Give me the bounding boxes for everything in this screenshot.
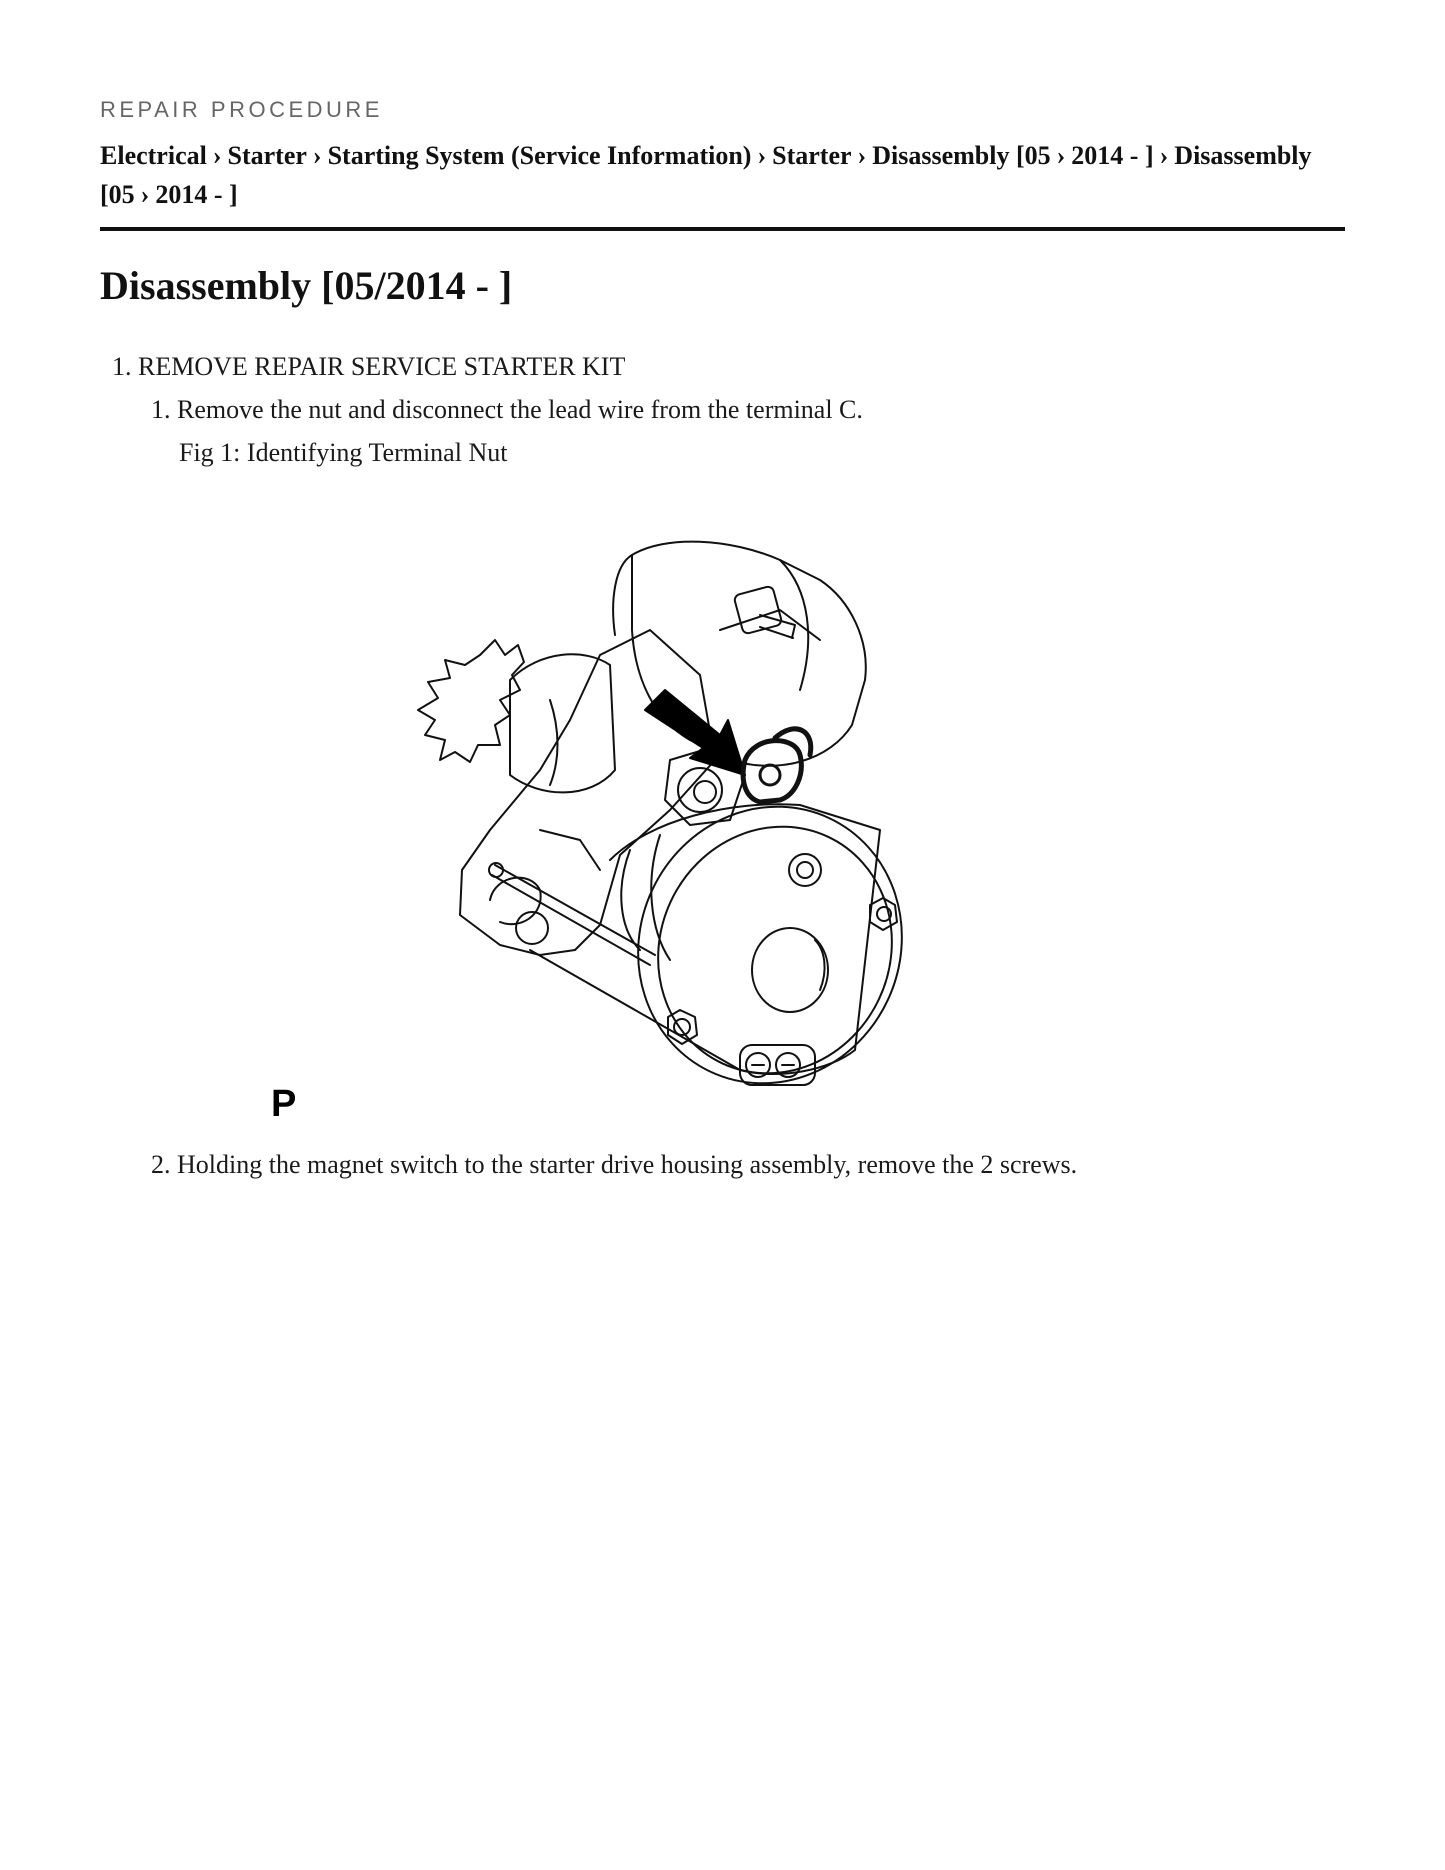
step-text: Holding the magnet switch to the starter drive housing assembly, remove the 2 screws. (177, 1150, 1078, 1179)
breadcrumb-separator: › (140, 180, 150, 209)
breadcrumb-separator: › (857, 141, 867, 170)
breadcrumb-item[interactable]: Disassembly [05 (872, 141, 1051, 170)
breadcrumb-item[interactable]: Electrical (100, 141, 207, 170)
header-divider (100, 227, 1345, 231)
procedure-substep-2 (151, 1150, 1077, 1180)
breadcrumb (100, 136, 1360, 214)
step-text: Remove the nut and disconnect the lead wire from the terminal C. (177, 395, 863, 424)
step-number: 2. (151, 1150, 171, 1179)
breadcrumb-item[interactable]: 2014 - ] (155, 180, 238, 209)
breadcrumb-separator: › (1159, 141, 1169, 170)
step-text: REMOVE REPAIR SERVICE STARTER KIT (138, 352, 626, 381)
figure-label: P (271, 1083, 297, 1125)
breadcrumb-item[interactable]: Disassembly [05 (100, 141, 1312, 209)
step-number: 1. (151, 395, 171, 424)
section-kicker: REPAIR PROCEDURE (100, 97, 383, 122)
starter-illustration (400, 530, 1080, 1105)
step-number: 1. (112, 352, 132, 381)
breadcrumb-separator: › (312, 141, 322, 170)
breadcrumb-item[interactable]: Starter (227, 141, 307, 170)
breadcrumb-separator: › (212, 141, 222, 170)
breadcrumb-separator: › (1056, 141, 1066, 170)
figure-caption: Fig 1: Identifying Terminal Nut (179, 438, 508, 467)
breadcrumb-separator: › (757, 141, 767, 170)
breadcrumb-item[interactable]: Starting System (Service Information) (327, 141, 752, 170)
page-title: Disassembly [05/2014 - ] (100, 263, 513, 308)
breadcrumb-item[interactable]: 2014 - ] (1071, 141, 1154, 170)
procedure-step-1 (112, 352, 625, 382)
breadcrumb-item[interactable]: Starter (772, 141, 852, 170)
procedure-substep-1 (151, 395, 863, 425)
